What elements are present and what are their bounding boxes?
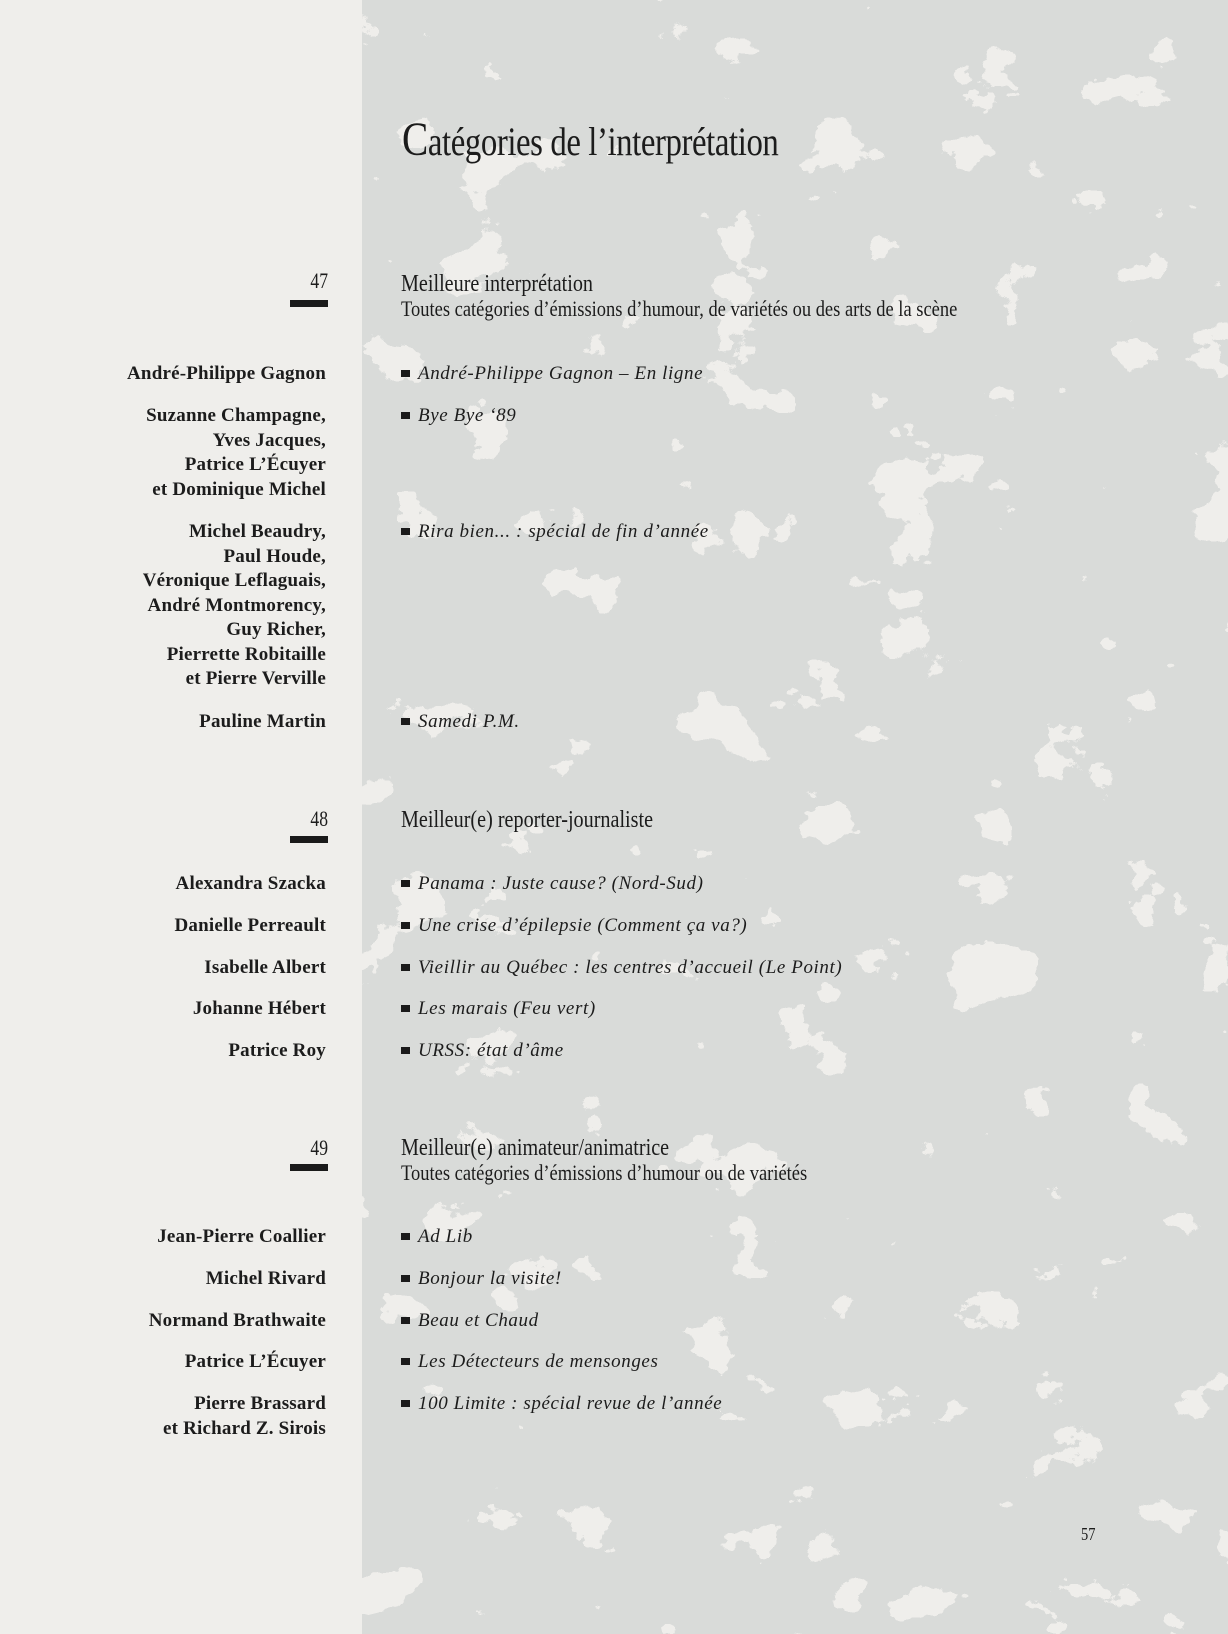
category-number: 48 bbox=[310, 806, 328, 831]
bullet-square-icon bbox=[401, 922, 410, 929]
show-title bbox=[401, 997, 596, 1022]
nominee-names bbox=[26, 914, 326, 939]
nominee-line: Pierrette Robitaille bbox=[166, 643, 326, 665]
nominee-line: Suzanne Champagne, bbox=[146, 405, 326, 426]
nominee-line: Pierre Brassard bbox=[194, 1393, 326, 1414]
show-title-text: Les marais (Feu vert) bbox=[418, 998, 596, 1019]
bullet-square-icon bbox=[401, 1358, 410, 1365]
category-title: Meilleur(e) animateur/animatrice bbox=[401, 1135, 670, 1161]
nominee-line: Yves Jacques, bbox=[212, 429, 326, 451]
show-title-text: Rira bien... : spécial de fin d’année bbox=[418, 521, 709, 542]
nominee-line: Patrice L’Écuyer bbox=[184, 454, 326, 475]
category-header bbox=[401, 808, 653, 833]
show-title-text: 100 Limite : spécial revue de l’année bbox=[418, 1393, 723, 1414]
bullet-square-icon bbox=[401, 528, 410, 535]
bullet-square-icon bbox=[401, 1047, 410, 1054]
nominee-line: et Pierre Verville bbox=[185, 668, 326, 689]
show-title bbox=[401, 956, 842, 981]
category-header bbox=[401, 1136, 807, 1185]
show-title bbox=[401, 1350, 658, 1375]
show-title bbox=[401, 710, 520, 735]
bullet-square-icon bbox=[401, 370, 410, 377]
category-number: 47 bbox=[310, 268, 328, 293]
show-title-text: Bonjour la visite! bbox=[418, 1268, 562, 1289]
category-header bbox=[401, 272, 957, 321]
nominee-names bbox=[26, 1267, 326, 1292]
page-number: 57 bbox=[1081, 1524, 1096, 1544]
show-title-text: URSS: état d’âme bbox=[418, 1040, 564, 1061]
nominee-names bbox=[26, 1225, 326, 1250]
nominee-line: Michel Rivard bbox=[205, 1268, 326, 1289]
show-title bbox=[401, 1039, 564, 1064]
bullet-square-icon bbox=[401, 1233, 410, 1240]
category-title: Meilleur(e) reporter-journaliste bbox=[401, 807, 654, 833]
show-title-text: Samedi P.M. bbox=[418, 711, 520, 732]
bullet-square-icon bbox=[401, 718, 410, 725]
nominee-line: Alexandra Szacka bbox=[175, 873, 326, 894]
category-marker-bar bbox=[290, 300, 328, 307]
nominee-names bbox=[26, 1350, 326, 1375]
bullet-square-icon bbox=[401, 412, 410, 419]
show-title-text: Ad Lib bbox=[418, 1226, 473, 1247]
bullet-square-icon bbox=[401, 1275, 410, 1282]
nominee-line: Danielle Perreault bbox=[174, 915, 326, 936]
bullet-square-icon bbox=[401, 880, 410, 887]
nominee-names bbox=[26, 520, 326, 692]
nominee-names bbox=[26, 997, 326, 1022]
bullet-square-icon bbox=[401, 1005, 410, 1012]
nominee-line: Paul Houde, bbox=[223, 545, 326, 567]
bullet-square-icon bbox=[401, 1400, 410, 1407]
show-title bbox=[401, 872, 704, 897]
show-title-text: Panama : Juste cause? (Nord-Sud) bbox=[418, 873, 704, 894]
show-title-text: André-Philippe Gagnon – En ligne bbox=[418, 363, 704, 384]
show-title bbox=[401, 404, 516, 429]
nominee-names bbox=[26, 362, 326, 387]
show-title bbox=[401, 362, 703, 387]
category-title: Meilleure interprétation bbox=[401, 271, 594, 297]
show-title-text: Bye Bye ‘89 bbox=[418, 405, 517, 426]
nominee-line: André Montmorency, bbox=[147, 594, 326, 616]
nominee-line: Pauline Martin bbox=[199, 711, 326, 732]
page-title bbox=[402, 112, 778, 167]
nominee-names bbox=[26, 404, 326, 502]
show-title bbox=[401, 1225, 473, 1250]
nominee-names bbox=[26, 872, 326, 897]
nominee-names bbox=[26, 1392, 326, 1441]
show-title-text: Beau et Chaud bbox=[418, 1310, 539, 1331]
category-number: 49 bbox=[310, 1135, 328, 1160]
nominee-names bbox=[26, 956, 326, 981]
nominee-names bbox=[26, 1039, 326, 1064]
nominee-line: Véronique Leflaguais, bbox=[142, 570, 326, 591]
nominee-line: Patrice Roy bbox=[228, 1040, 326, 1061]
nominee-line: Isabelle Albert bbox=[204, 957, 326, 978]
bullet-square-icon bbox=[401, 964, 410, 971]
show-title bbox=[401, 1267, 562, 1292]
nominee-line: et Richard Z. Sirois bbox=[162, 1417, 326, 1439]
show-title bbox=[401, 914, 747, 939]
category-subtitle: Toutes catégories d’émissions d’humour ou de variétés bbox=[401, 1160, 808, 1185]
show-title bbox=[401, 1309, 539, 1334]
category-marker-bar bbox=[290, 1164, 328, 1171]
show-title bbox=[401, 1392, 722, 1417]
show-title-text: Vieillir au Québec : les centres d’accueil (Le Point) bbox=[418, 957, 843, 978]
nominee-line: Patrice L’Écuyer bbox=[184, 1351, 326, 1372]
show-title-text: Une crise d’épilepsie (Comment ça va?) bbox=[418, 915, 748, 936]
bullet-square-icon bbox=[401, 1317, 410, 1324]
nominee-line: Johanne Hébert bbox=[192, 998, 326, 1019]
category-marker-bar bbox=[290, 836, 328, 843]
page-title-text: Catégories de l’interprétation bbox=[402, 113, 779, 166]
show-title bbox=[401, 520, 709, 545]
nominee-names bbox=[26, 1309, 326, 1334]
nominee-line: Normand Brathwaite bbox=[148, 1310, 326, 1331]
nominee-line: Jean-Pierre Coallier bbox=[157, 1226, 326, 1247]
nominee-line: et Dominique Michel bbox=[152, 478, 326, 500]
nominee-line: Michel Beaudry, bbox=[188, 521, 326, 542]
show-title-text: Les Détecteurs de mensonges bbox=[418, 1351, 659, 1372]
category-subtitle: Toutes catégories d’émissions d’humour, de variétés ou des arts de la scène bbox=[401, 296, 958, 321]
nominee-names bbox=[26, 710, 326, 735]
nominee-line: André-Philippe Gagnon bbox=[127, 363, 326, 384]
nominee-line: Guy Richer, bbox=[226, 619, 326, 640]
